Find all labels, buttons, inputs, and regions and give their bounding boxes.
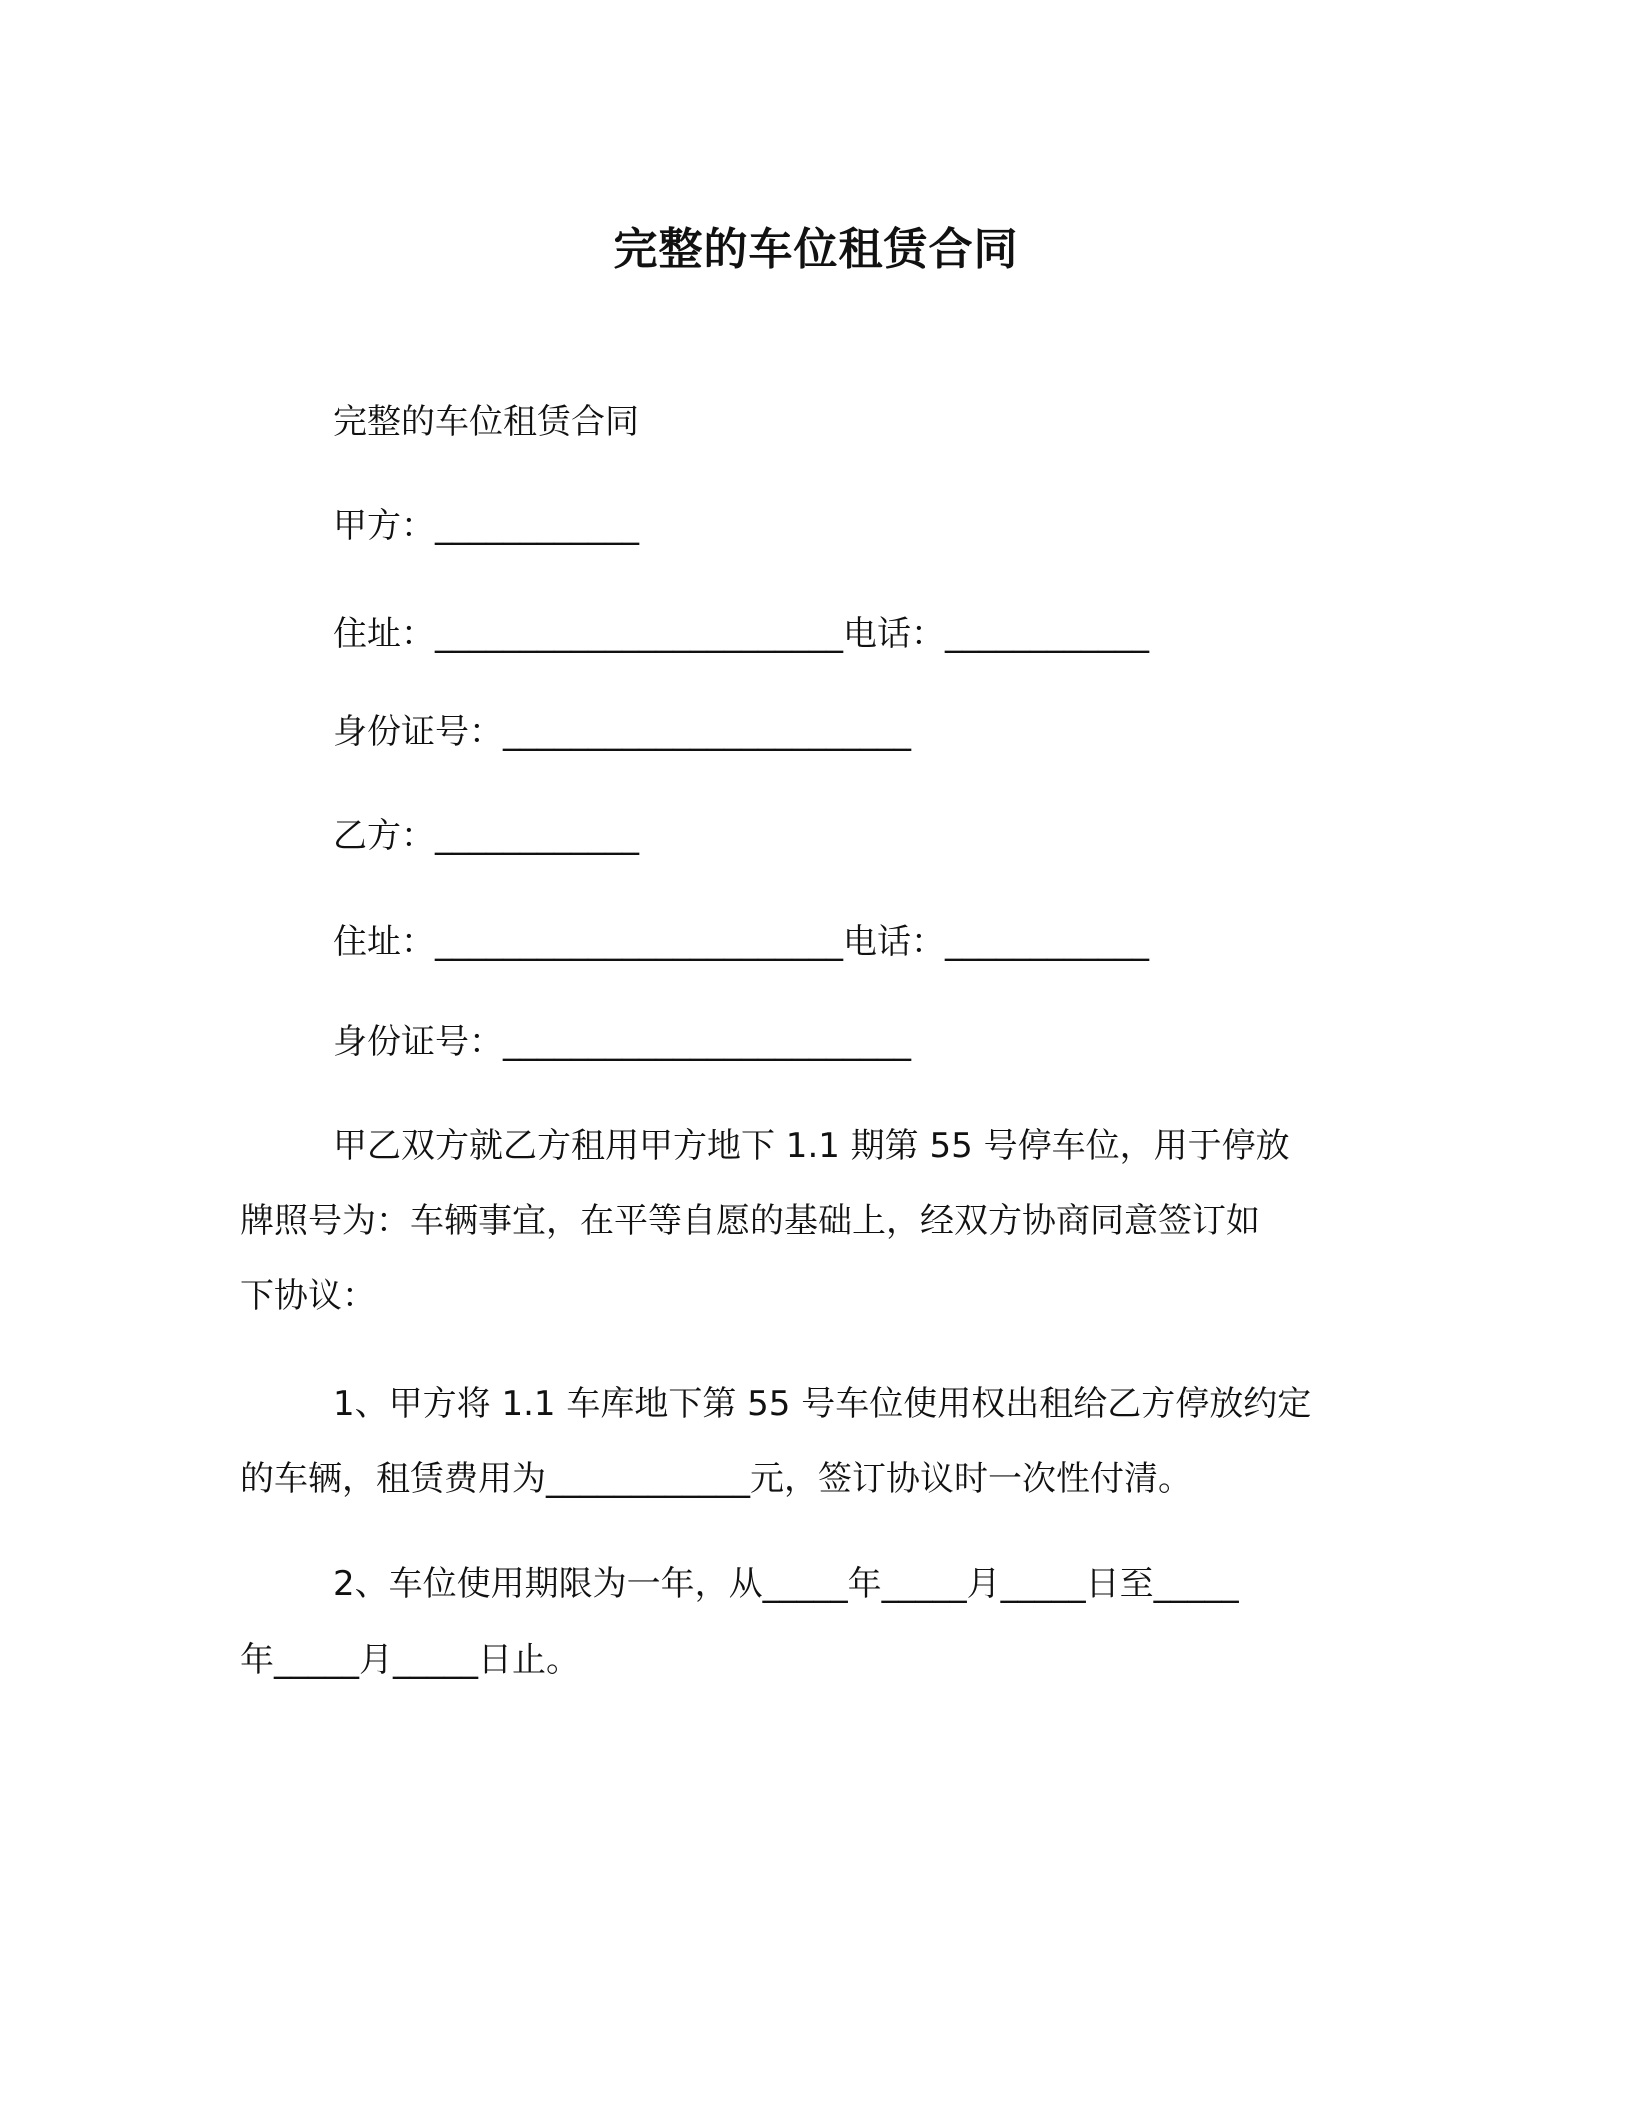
clause-2-line-1: 2、车位使用期限为一年，从_____年_____月_____日至_____ xyxy=(333,1564,1239,1604)
intro-paragraph-line-3: 下协议： xyxy=(240,1276,376,1316)
clause-2-line-2: 年_____月_____日止。 xyxy=(240,1640,580,1680)
party-a-line: 甲方：____________ xyxy=(333,506,639,546)
intro-paragraph-line-1: 甲乙双方就乙方租用甲方地下 1.1 期第 55 号停车位，用于停放 xyxy=(333,1126,1290,1166)
document-title: 完整的车位租赁合同 xyxy=(613,224,1019,275)
party-a-address-phone-line: 住址：________________________电话：____________ xyxy=(333,614,1149,654)
clause-1-line-2: 的车辆，租赁费用为____________元，签订协议时一次性付清。 xyxy=(240,1459,1192,1499)
party-b-address-phone-line: 住址：________________________电话：____________ xyxy=(333,922,1149,962)
party-a-id-line: 身份证号：________________________ xyxy=(333,712,911,752)
clause-1-line-1: 1、甲方将 1.1 车库地下第 55 号车位使用权出租给乙方停放约定 xyxy=(333,1384,1312,1424)
party-b-id-line: 身份证号：________________________ xyxy=(333,1022,911,1062)
intro-paragraph-line-2: 牌照号为：车辆事宜，在平等自愿的基础上，经双方协商同意签订如 xyxy=(240,1201,1260,1241)
subtitle-line: 完整的车位租赁合同 xyxy=(333,402,639,442)
party-b-line: 乙方：____________ xyxy=(333,816,639,856)
